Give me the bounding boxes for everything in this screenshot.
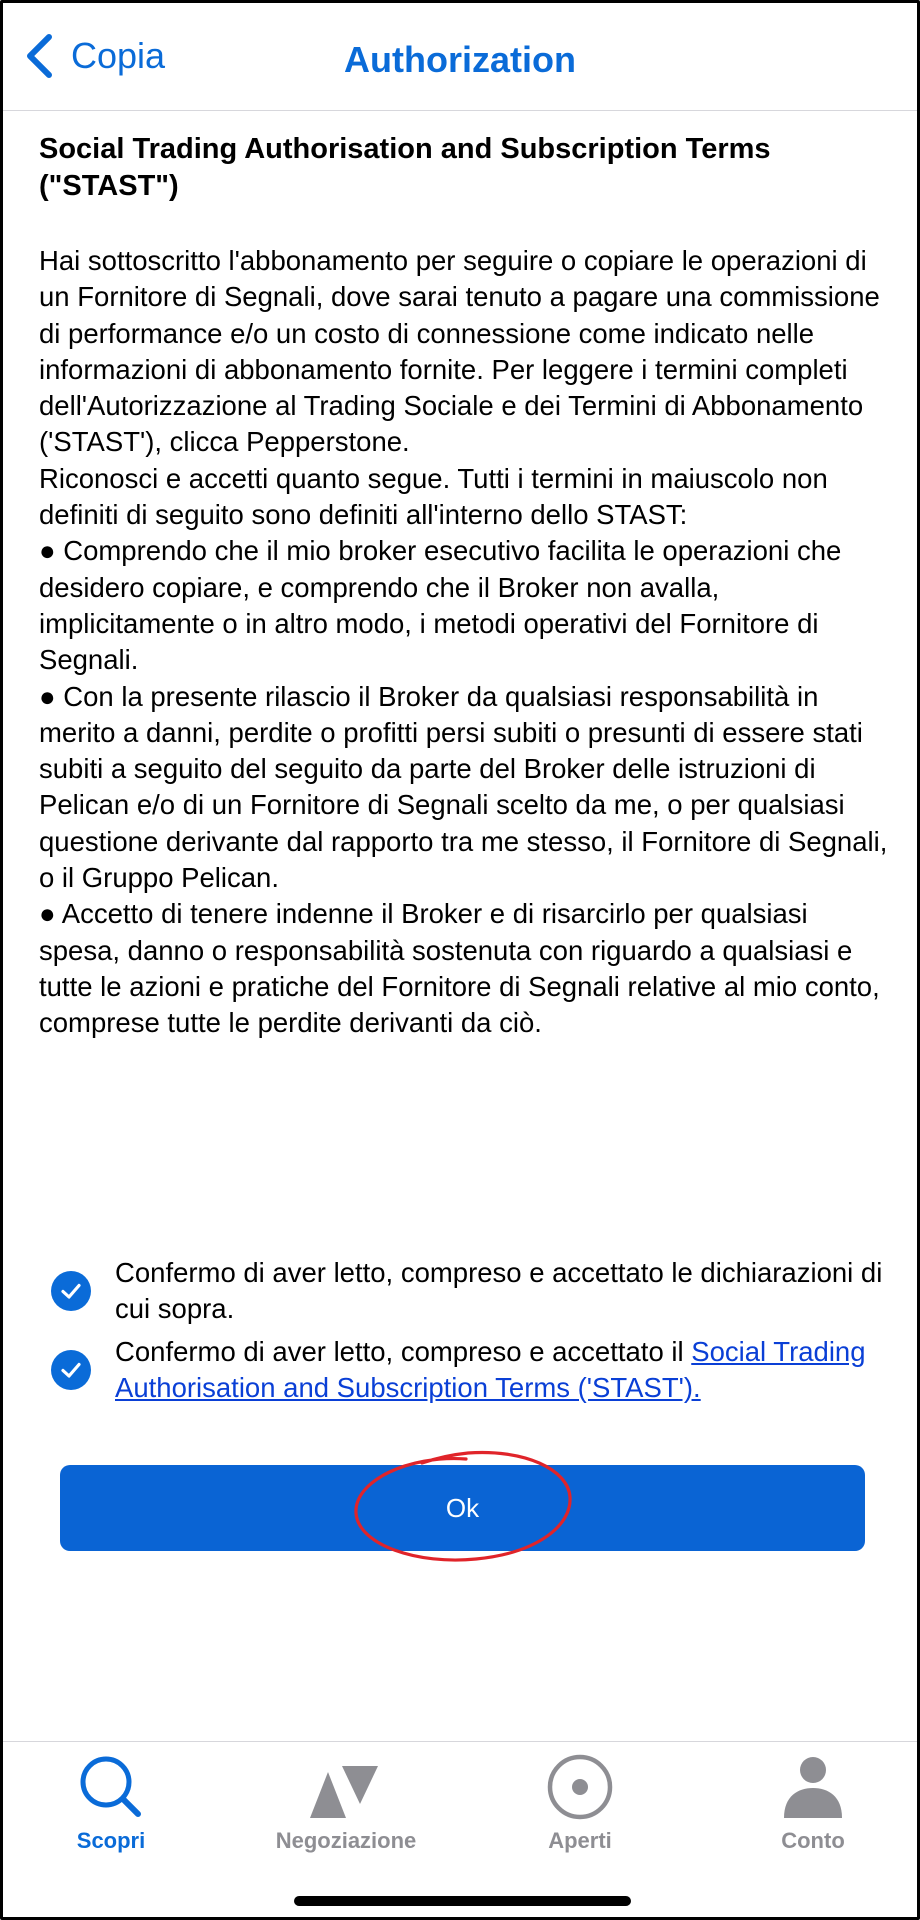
home-indicator[interactable] [294, 1896, 631, 1906]
tab-label: Scopri [76, 1828, 146, 1853]
search-icon [76, 1752, 146, 1822]
tab-conto[interactable] [713, 1752, 913, 1854]
terms-title: Social Trading Authorisation and Subscription Terms ("STAST") [39, 133, 771, 202]
navigation-bar [3, 3, 917, 111]
person-icon [778, 1752, 848, 1822]
terms-content [39, 131, 889, 1042]
tab-label: Negoziazione [275, 1828, 417, 1853]
confirmation-stast[interactable] [51, 1334, 891, 1407]
confirmation-declarations[interactable] [51, 1255, 891, 1328]
confirmation-stast-prefix: Confermo di aver letto, compreso e accettato il [115, 1335, 692, 1367]
tab-bar [3, 1741, 917, 1920]
tab-label: Conto [781, 1828, 845, 1853]
ok-button[interactable]: Ok [60, 1465, 865, 1551]
tab-negoziazione[interactable] [246, 1752, 446, 1854]
checkmark-icon[interactable] [51, 1271, 91, 1311]
page-title: Authorization [344, 39, 576, 80]
stast-link[interactable]: Social Trading Authorisation and Subscription Terms ('STAST'). [115, 1335, 866, 1403]
checkmark-icon[interactable] [51, 1350, 91, 1390]
tab-scopri[interactable] [11, 1752, 211, 1854]
confirmation-stast-label [115, 1334, 891, 1407]
tab-label: Aperti [548, 1828, 612, 1853]
open-positions-icon [545, 1752, 615, 1822]
confirmation-declarations-label: Confermo di aver letto, compreso e accettato le dichiarazioni di cui sopra. [115, 1257, 883, 1325]
terms-body: Hai sottoscritto l'abbonamento per seguire o copiare le operazioni di un Fornitore di Segnali, dove sarai tenuto a pagare una commissione di performance e/o un costo di connessione come indicato nelle informazioni di abbonamento fornite. Per leggere i termini completi dell'Autorizzazione al Trading Sociale e dei Termini di Abbonamento ('STAST'), clicca Pepperstone. Riconosci e accetti quanto segue. Tutti i termini in maiuscolo non definiti di seguito sono definiti all'interno dello STAST: ● Comprendo che il mio broker esecutivo facilita le operazioni che desidero copiare, e comprendo che il Broker non avalla, implicitamente o in altro modo, i metodi operativi del Fornitore di Segnali. ● Con la presente rilascio il Broker da qualsiasi responsabilità in merito a danni, perdite o profitti persi subiti o presunti di essere stati subiti a seguito del seguito da parte del Broker delle istruzioni di Pelican e/o di un Fornitore di Segnali scelto da me, o per qualsiasi questione derivante dal rapporto tra me stesso, il Fornitore di Segnali, o il Gruppo Pelican. ● Accetto di tenere indenne il Broker e di risarcirlo per qualsiasi spesa, danno o responsabilità sostenuta con riguardo a qualsiasi e tutte le azioni e pratiche del Fornitore di Segnali relative al mio conto, comprese tutte le perdite derivanti da ciò. [39, 245, 888, 1039]
back-label: Copia [71, 35, 166, 76]
confirmation-list [51, 1255, 891, 1406]
tab-aperti[interactable] [480, 1752, 680, 1854]
trade-icon [306, 1752, 386, 1822]
